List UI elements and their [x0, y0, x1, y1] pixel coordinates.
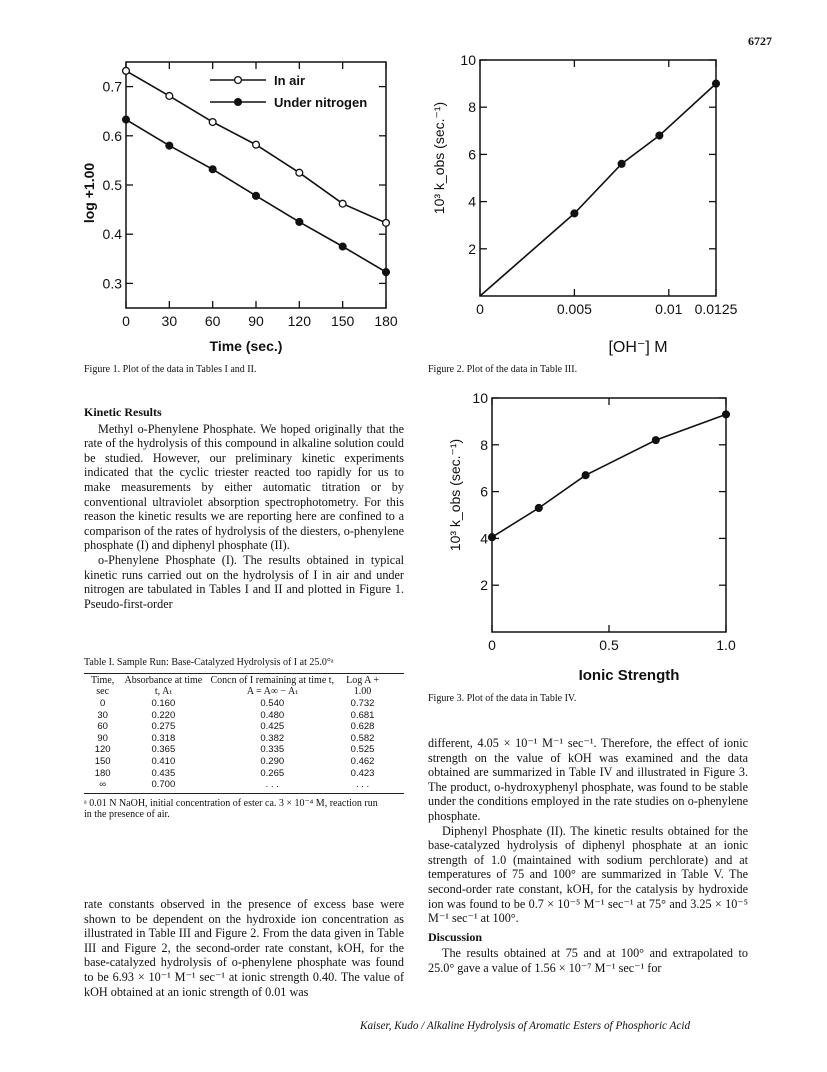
table-cell: 120	[94, 744, 111, 756]
data-point	[713, 80, 720, 87]
table-row	[84, 756, 386, 768]
x-tick-label: 150	[330, 313, 355, 329]
x-axis-label: Time (sec.)	[209, 338, 283, 354]
table-cell: 0.628	[350, 721, 375, 733]
table-cell: 0.423	[350, 767, 375, 779]
y-tick-label: 0.3	[102, 275, 122, 292]
data-point	[582, 472, 589, 479]
table-1	[84, 657, 404, 820]
table-row	[84, 698, 386, 710]
y-tick-label: 4	[480, 530, 488, 547]
data-point	[618, 160, 625, 167]
y-tick-label: 8	[468, 99, 476, 116]
table-header-log: Log A + 1.00	[346, 675, 379, 697]
table-row	[84, 721, 386, 733]
y-tick-label: 2	[468, 240, 476, 257]
paragraph-ionic-strength: different, 4.05 × 10⁻¹ M⁻¹ sec⁻¹. Therefore, the effect of ionic strength on the value of kOH was examined and the data obtained are summarized in Table IV and illustrated in Figure 3. The product, o-hydroxyphenyl phosphate, was found to be stable under the conditions employed in the rate studies on o-phenylene phosphate.	[428, 736, 748, 823]
data-point	[253, 141, 260, 148]
paragraph-discussion: The results obtained at 75 and at 100° and extrapolated to 25.0° gave a value of 1.56 × 10⁻⁷ M⁻¹ sec⁻¹ for	[428, 946, 748, 975]
table-row	[84, 768, 386, 780]
figure-2-caption: Figure 2. Plot of the data in Table III.	[428, 364, 578, 375]
table-cell: 0.318	[151, 732, 176, 744]
table-cell: 0.525	[350, 744, 375, 756]
paragraph-rate-constants: rate constants observed in the presence of excess base were shown to be dependent on the hydroxide ion concentration as illustrated in Table III and Figure 2. From the data given in Table III and Figure 2, the second-order rate constant, kOH, for the base-catalyzed hydrolysis of o-phenylene phosphate was found to be 6.93 × 10⁻¹ M⁻¹ sec⁻¹ at ionic strength 0.40. The value of kOH obtained at an ionic strength of 0.01 was	[84, 897, 404, 999]
x-tick-label: 0.0125	[694, 301, 738, 317]
table-row	[84, 710, 386, 722]
series-line	[492, 414, 726, 537]
x-tick-label: 1.0	[716, 637, 736, 653]
right-column	[428, 736, 748, 976]
table-1-title: Table I. Sample Run: Base-Catalyzed Hydrolysis of I at 25.0°ᵃ	[84, 657, 334, 668]
table-cell: 150	[94, 755, 111, 767]
data-point	[166, 142, 173, 149]
table-cell: 0.435	[151, 767, 176, 779]
table-cell: . . .	[265, 779, 279, 791]
data-point	[723, 411, 730, 418]
x-tick-label: 180	[374, 313, 398, 329]
table-cell: 0	[99, 698, 106, 709]
figure-1-chart	[80, 50, 420, 365]
paragraph-methyl-phenylene: Methyl o-Phenylene Phosphate. We hoped originally that the rate of the hydrolysis of this compound in alkaline solution could be studied. However, our preliminary kinetic experiments indicated that the cyclic triester reacted too rapidly for us to make measurements by either automatic titration or by conventional ultraviolet absorption spectrophotometry. For this reason the kinetic results we are reporting here are confined to a comparison of the rates of hydrolysis of the diesters, o-phenylene phosphate (I) and diphenyl phosphate (II).	[84, 421, 404, 553]
y-tick-label: 10	[460, 52, 476, 68]
data-point	[296, 219, 303, 226]
table-cell: 0.700	[151, 779, 176, 791]
table-cell: 0.220	[151, 709, 176, 721]
table-cell: 180	[94, 767, 111, 779]
y-tick-label: 0.4	[102, 226, 122, 243]
figure-1-caption: Figure 1. Plot of the data in Tables I and II.	[84, 364, 257, 375]
data-point	[656, 132, 663, 139]
y-tick-label: 2	[480, 577, 488, 594]
x-axis-label: Ionic Strength	[578, 667, 680, 684]
table-cell: 0.290	[260, 755, 285, 767]
y-axis-label: 10³ k_obs (sec.⁻¹)	[431, 101, 447, 215]
series-line	[480, 84, 716, 296]
y-axis-label: log +1.00	[81, 162, 97, 224]
page-number: 6727	[748, 34, 772, 48]
data-point	[123, 67, 130, 74]
data-point	[209, 166, 216, 173]
data-point	[296, 169, 303, 176]
left-column-upper	[84, 405, 404, 611]
x-tick-label: 0	[122, 313, 130, 329]
table-cell: 0.462	[350, 755, 375, 767]
table-header-absorbance: Absorbance at time t, Aₜ	[124, 675, 203, 697]
y-tick-label: 6	[480, 483, 488, 500]
table-row	[84, 744, 386, 756]
plot-frame	[480, 60, 716, 296]
table-row	[84, 779, 386, 791]
table-1-footnote: ᵃ 0.01 N NaOH, initial concentration of ester ca. 3 × 10⁻⁴ M, reaction run in the presence of air.	[84, 797, 378, 820]
y-tick-label: 6	[468, 146, 476, 163]
x-tick-label: 0	[488, 637, 496, 653]
table-cell: 0.382	[260, 732, 285, 744]
data-point	[166, 93, 173, 100]
table-cell: 0.425	[260, 721, 285, 733]
table-cell: . . .	[355, 779, 370, 791]
table-1-grid	[84, 674, 386, 791]
y-tick-label: 0.5	[102, 177, 122, 193]
table-cell: 0.265	[260, 767, 285, 779]
legend-marker	[235, 99, 242, 106]
y-tick-label: 10	[472, 390, 488, 406]
data-point	[383, 269, 390, 276]
data-point	[209, 119, 216, 126]
table-cell: 0.582	[350, 732, 375, 744]
y-tick-label: 8	[480, 436, 488, 453]
table-cell: 0.410	[151, 755, 176, 767]
legend-label: In air	[274, 73, 306, 88]
table-cell: 30	[97, 709, 108, 721]
table-row	[84, 733, 386, 745]
x-tick-label: 0.5	[599, 637, 619, 653]
table-cell: 0.275	[151, 721, 176, 733]
data-point	[339, 200, 346, 207]
table-cell: 0.365	[151, 744, 176, 756]
x-tick-label: 0.005	[556, 301, 592, 317]
table-cell: 0.160	[151, 698, 176, 709]
figure-3-chart	[420, 390, 760, 690]
data-point	[339, 243, 346, 250]
figure-3-caption: Figure 3. Plot of the data in Table IV.	[428, 693, 577, 704]
table-cell: 0.540	[260, 698, 285, 709]
section-heading-kinetic-results: Kinetic Results	[84, 405, 162, 419]
table-cell: ∞	[99, 779, 107, 791]
table-header-time: Time, sec	[91, 675, 115, 697]
data-point	[571, 210, 578, 217]
table-cell: 0.480	[260, 709, 285, 721]
data-point	[652, 437, 659, 444]
legend-label: Under nitrogen	[274, 95, 368, 110]
left-column-lower	[84, 897, 404, 999]
table-cell: 90	[97, 732, 108, 744]
table-cell: 60	[97, 721, 108, 733]
table-header-concn: Concn of I remaining at time t, A = A∞ − Aₜ	[210, 675, 335, 697]
paragraph-phenylene-phosphate: o-Phenylene Phosphate (I). The results obtained in typical kinetic runs carried out on the hydrolysis of I in air and under nitrogen are tabulated in Tables I and II and plotted in Figure 1. Pseudo-first-order	[84, 552, 404, 611]
data-point	[535, 505, 542, 512]
y-tick-label: 4	[468, 193, 476, 210]
x-tick-label: 90	[248, 313, 264, 329]
y-tick-label: 0.7	[102, 78, 122, 95]
y-axis-label: 10³ k_obs (sec.⁻¹)	[447, 438, 463, 552]
page-footer: Kaiser, Kudo / Alkaline Hydrolysis of Aromatic Esters of Phosphoric Acid	[360, 1020, 691, 1032]
x-tick-label: 0.01	[655, 301, 683, 317]
x-tick-label: 60	[204, 313, 221, 329]
x-tick-label: 30	[161, 313, 178, 329]
table-cell: 0.335	[260, 744, 285, 756]
legend-marker	[235, 77, 242, 84]
data-point	[253, 192, 260, 199]
section-heading-discussion: Discussion	[428, 929, 483, 944]
table-cell: 0.732	[350, 698, 375, 709]
y-tick-label: 0.6	[102, 127, 122, 144]
data-point	[123, 116, 130, 123]
figure-2-chart	[420, 50, 760, 365]
x-tick-label: 0	[476, 301, 484, 317]
table-cell: 0.681	[350, 709, 375, 721]
x-axis-label: [OH⁻] M	[608, 339, 668, 356]
data-point	[489, 534, 496, 541]
data-point	[383, 219, 390, 226]
paragraph-diphenyl-phosphate: Diphenyl Phosphate (II). The kinetic results obtained for the base-catalyzed hydrolysis of diphenyl phosphate at an ionic strength of 1.0 (maintained with sodium perchlorate) and at temperatures of 75 and 100° are summarized in Table V. The second-order rate constant, kOH, for the catalysis by hydroxide ion was found to be 0.7 × 10⁻⁵ M⁻¹ sec⁻¹ at 75° and 3.25 × 10⁻⁵ M⁻¹ sec⁻¹ at 100°.	[428, 823, 748, 926]
x-tick-label: 120	[287, 313, 312, 329]
